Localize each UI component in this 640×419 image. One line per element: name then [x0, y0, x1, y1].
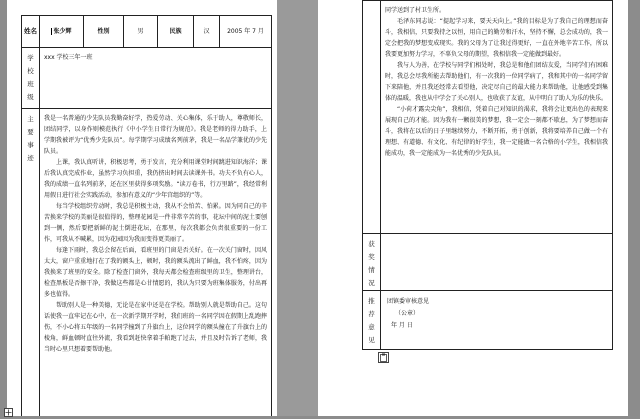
deeds-continued-label-cell	[363, 1, 381, 234]
recommendation-line: （公章）	[395, 310, 420, 317]
school-class-label-char: 班	[27, 80, 34, 88]
deeds-paragraph: 每当学校组织劳动时，我总是积极主动，我从不会怕苦、怕累。因为同自己的辛苦换来学校的美丽是很值得的，整理花园是一件非常辛苦的事，花坛中间的泥土要刨到一侧，然后要把新鲜的泥土倒进花坛，在那里，每次我都会负责很重要的一份工作，可我从不喊累，因为花园因为我而变得更美丽了。	[44, 203, 267, 243]
deeds-paragraph: “小荷才露尖尖角”，我相信，凭着自己对知识的渴求，我将会让更出色的表现来展现自己的才能。因为我有一颗很美的梦想，我一定会一刻都不歇息，为了梦想而奋斗，我将在以后的日子里继续努力，不断开拓，勇于创新，我将要培养自己做一个有理想、有道德、有文化、有纪律的好学生，我一定能做一名合格的小学生，我相信我能成功，我一定能成为一名优秀的少先队员。	[385, 106, 608, 157]
move-arrows-icon	[5, 409, 12, 416]
awards-label-char: 奖	[368, 253, 375, 261]
deeds-paragraph: 我是一名普通的少先队员我勤奋好学，热爱劳动、关心集体，乐于助人，尊敬师长，团结同学，以身作则模范执行《中小学生日常行为规范》。我是老师的得力助手，上学期我被评为“优秀少先队员”。每学期学习成绩名列前茅，我是一名品学兼优的少先队员。	[44, 115, 267, 155]
school-class-value[interactable]: xxx 学校三年一班	[44, 54, 93, 61]
date-value-cell[interactable]	[220, 16, 272, 48]
gender-value[interactable]: 男	[137, 28, 144, 35]
ethnicity-label: 民族	[169, 28, 182, 35]
school-class-label-char: 学	[27, 54, 34, 62]
date-value[interactable]: 2005 年 7 月	[227, 28, 264, 35]
ethnicity-value[interactable]: 汉	[203, 28, 210, 35]
ethnicity-label-cell	[158, 16, 194, 48]
deeds-content-cell[interactable]	[40, 109, 272, 417]
awards-label-char: 情	[368, 266, 375, 274]
name-label: 姓名	[24, 27, 37, 35]
deeds-paragraph: 同学送到了村卫生所。	[385, 7, 446, 14]
paste-options-icon[interactable]	[378, 352, 389, 363]
deeds-label-char: 要	[27, 128, 34, 136]
deeds-paragraph: 每逢下雨时，我总会留在后面，看班里的门窗是否关好。在一次关门窗时，因风太大，窗户重重地打在了我的额头上，顿时，我的额头流出了鲜血，我不怕疼，因为我换来了班里的安全。除了检查门窗外，我每天都会检查班级里的卫生，整理讲台，检查黑板是否擦干净，我做这些都是心甘情愿的，我认为只要为班集体服务，付出再多也值得。	[44, 247, 267, 298]
name-value[interactable]: 张少辉	[53, 28, 72, 35]
student-info-table-continued	[362, 0, 613, 350]
deeds-paragraph: 帮助别人是一种美德，无论是在家中还是在学校。帮助别人就是帮助自己。这句话使我一直牢记在心中，在一次新学期开学时，我们班的一名同学因在假期上乱跑摔伤，不小心将五年级的一名同学撞到了升旗台上，这位同学的额头撞在了升旗台上的棱角，鲜血顿时直往外流，我看到赶快拿着手帕跑了过去，并且及时告诉了老师，我当时心里只想着要帮助他。	[44, 302, 267, 353]
awards-label-cell	[363, 234, 381, 291]
awards-label-char: 况	[368, 279, 375, 287]
recommendation-content[interactable]	[381, 291, 612, 337]
deeds-paragraph: 毛泽东同志说：“提起学习来，要天天向上。”我的目标是为了我自己的理想而奋斗，我相信，只要我持之以恒，用自己的勤劳和汗水，坚持不懈，总会成功的，我一定会把我的梦想变成现实。我的父母为了让我过得更好，一直在外地辛苦工作，所以我要更加努力学习，不辜负父母的期望，我相信我一定能做到最好。	[385, 18, 608, 58]
recommendation-content-cell[interactable]	[381, 291, 613, 350]
name-label-cell	[22, 16, 40, 48]
document-page-right	[318, 0, 628, 416]
deeds-paragraph: 上课，我认真听讲，积极思考，勇于发言，充分利用课堂时间跳进知识海洋；课后我认真完成作业，虽然学习负担重，我仍挤出时间去读课外书。功夫不负有心人，我的成绩一直名列前茅，还在区里获得多项奖励。“读万卷书，行万里路”，我经常利用假日进行社会实践活动，参加有意义的“少年宫组织的”等。	[44, 159, 267, 199]
deeds-label-char: 事	[27, 141, 34, 149]
deeds-label-char: 迹	[27, 154, 34, 162]
recommendation-label-char: 荐	[368, 310, 375, 318]
gender-label-cell	[84, 16, 124, 48]
awards-content-cell[interactable]	[381, 234, 613, 291]
school-class-label-char: 校	[27, 67, 34, 75]
recommendation-label-char: 见	[368, 336, 375, 344]
school-class-label-cell	[22, 48, 40, 109]
recommendation-line: 团镇委审核意见	[387, 298, 430, 305]
awards-label-char: 获	[368, 240, 375, 248]
deeds-paragraph: 我与人为善，在学校与同学们相处时，我总是和他们团结友爱，当同学们有困难时，我总会尽我所能去帮助他们，有一次我的一位同学病了，我和其中的一名同学留下来陪他，并且我还经常去看望他，决定尽自己的最大能力来帮助他，让他感受到集体的温暖，我也从中学会了关心别人，也收获了友谊，从中明白了助人为乐的快乐。	[385, 62, 608, 102]
recommendation-line: 年 月 日	[391, 322, 413, 329]
awards-content[interactable]	[381, 234, 612, 238]
recommendation-label-char: 推	[368, 297, 375, 305]
student-info-table	[21, 15, 272, 416]
deeds-label-char: 主	[27, 115, 34, 123]
clipboard-icon	[379, 353, 388, 362]
deeds-label-cell	[22, 109, 40, 417]
page-gap	[277, 0, 318, 416]
school-class-value-cell[interactable]	[40, 48, 272, 109]
recommendation-label-char: 意	[368, 323, 375, 331]
deeds-continued-content[interactable]	[381, 1, 612, 159]
recommendation-label-cell	[363, 291, 381, 350]
school-class-label-char: 级	[27, 93, 34, 101]
gender-label: 性别	[97, 28, 110, 35]
gender-value-cell[interactable]	[124, 16, 158, 48]
ethnicity-value-cell[interactable]	[194, 16, 220, 48]
deeds-continued-content-cell[interactable]	[381, 1, 613, 234]
deeds-content[interactable]	[40, 109, 271, 355]
name-value-cell[interactable]	[40, 16, 84, 48]
document-page-left	[7, 0, 277, 416]
